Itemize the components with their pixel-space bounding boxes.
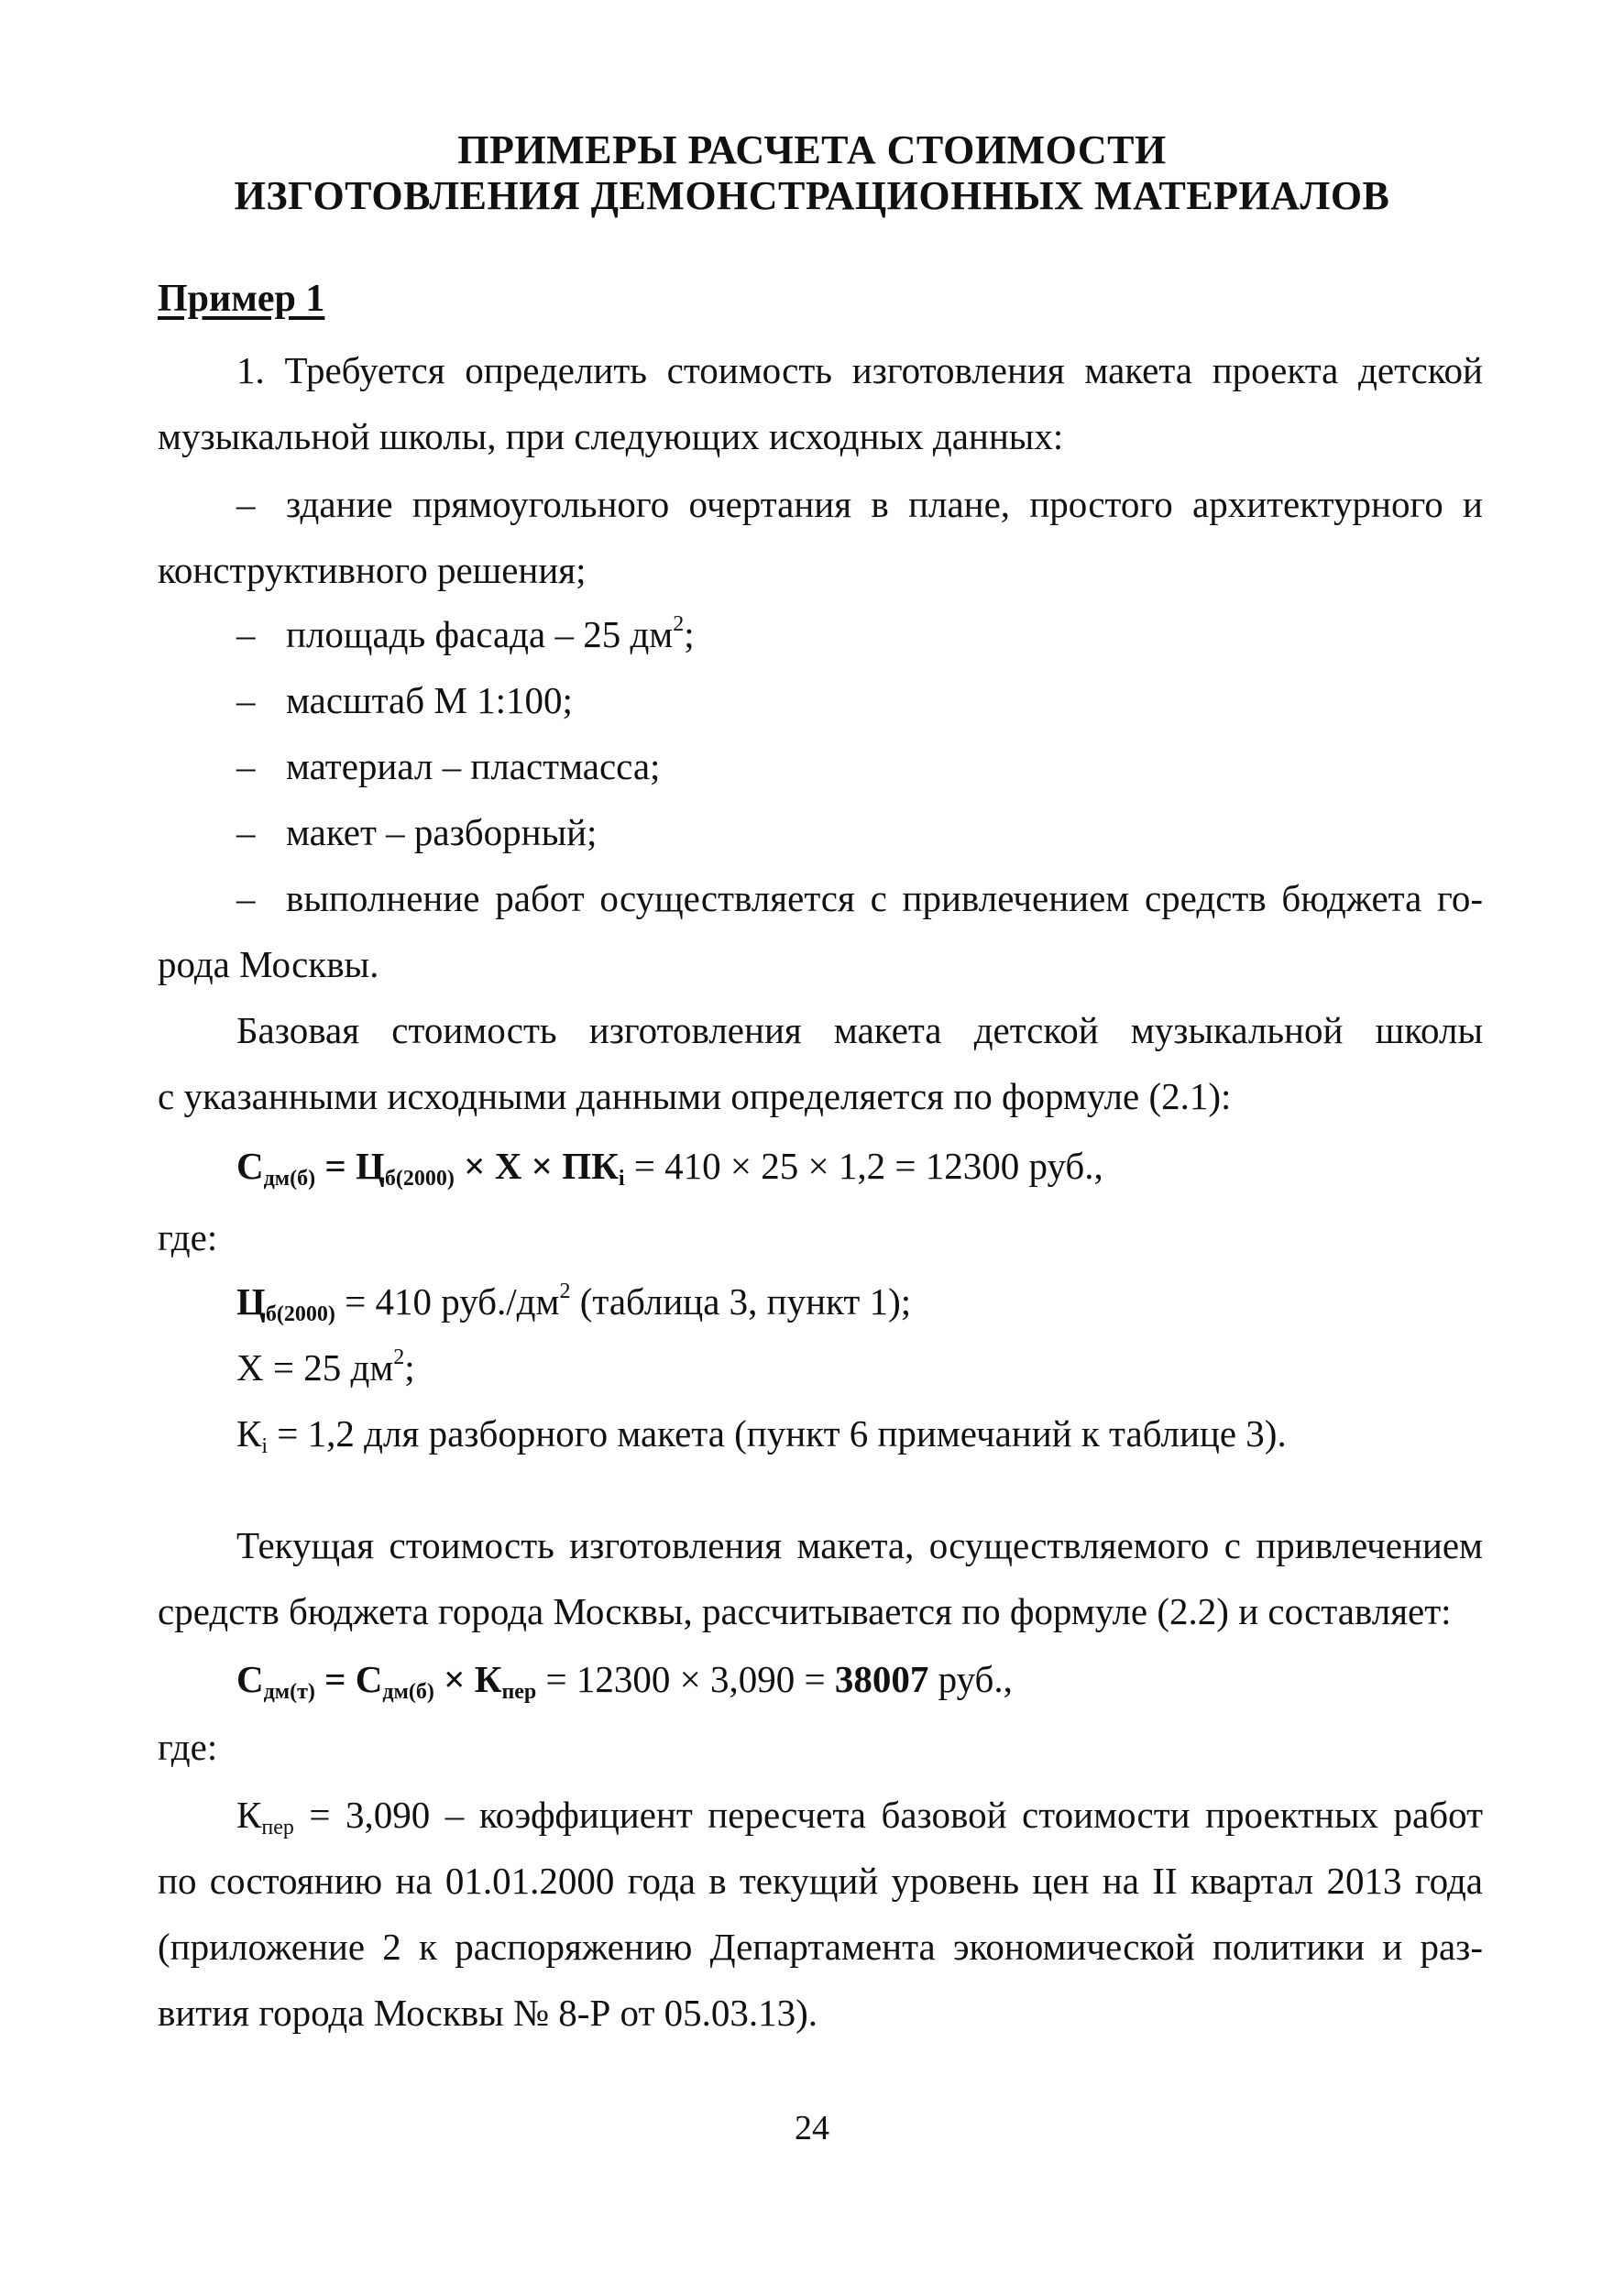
list-item-2-text: площадь фасада – 25 дм: [286, 613, 674, 655]
current-cost-line-2: средств бюджета города Москвы, рассчитывается по формуле (2.2) и составляет:: [158, 1590, 1452, 1632]
list-dash: –: [236, 483, 256, 525]
punctuation: ;: [404, 1346, 415, 1389]
list-item-5: макет – разборный;: [286, 811, 598, 853]
kper-line-4: вития города Москвы № 8-Р от 05.03.13).: [158, 1992, 818, 2034]
superscript: 2: [559, 1279, 571, 1303]
list-dash: –: [236, 745, 256, 787]
kper-line-3: (приложение 2 к распоряжению Департамента экономической политики и раз-: [158, 1926, 1483, 1968]
formula-calculation: = 12300 × 3,090 =: [536, 1658, 835, 1700]
where-label: где:: [158, 1726, 218, 1768]
base-cost-line-1: Базовая стоимость изготовления макета детской музыкальной школы: [236, 1009, 1483, 1051]
definition-ki: [236, 1411, 1287, 1458]
formula-operator: × К: [433, 1658, 502, 1700]
list-item-1-line-2: конструктивного решения;: [158, 549, 587, 591]
definition-ts: [236, 1279, 912, 1326]
formula-subscript: пер: [501, 1680, 537, 1704]
formula-subscript: i: [618, 1167, 625, 1191]
definition-symbol: Ц: [236, 1280, 266, 1323]
definition-subscript: i: [261, 1434, 269, 1458]
list-dash: –: [236, 811, 256, 853]
definition-x: [236, 1345, 415, 1389]
formula-2-2: [236, 1657, 1013, 1704]
formula-symbol: С: [236, 1145, 264, 1187]
current-cost-line-1: Текущая стоимость изготовления макета, осуществляемого с привлечением: [236, 1524, 1483, 1566]
example-heading: Пример 1: [158, 278, 325, 320]
formula-symbol: Ц: [355, 1145, 385, 1187]
formula-2-1: [236, 1144, 1103, 1191]
superscript: 2: [393, 1345, 405, 1369]
list-dash: –: [236, 679, 256, 721]
definition-symbol: К: [236, 1412, 262, 1455]
formula-factors: × Х × ПК: [454, 1145, 619, 1187]
list-item-1-line-1: здание прямоугольного очертания в плане, простого архитектурного и: [286, 483, 1483, 525]
formula-result: 38007: [834, 1658, 929, 1700]
page-number: 24: [795, 2109, 829, 2147]
formula-operator: = С: [314, 1658, 383, 1700]
definition-text: Х = 25 дм: [236, 1346, 394, 1389]
intro-line-1: 1. Требуется определить стоимость изготовления макета проекта детской: [236, 349, 1483, 391]
superscript: 2: [673, 612, 685, 636]
definition-text: (таблица 3, пункт 1);: [570, 1280, 912, 1323]
kper-line-2: по состоянию на 01.01.2000 года в текущий уровень цен на II квартал 2013 года: [158, 1860, 1483, 1902]
list-item-3: масштаб М 1:100;: [286, 679, 573, 721]
formula-unit: руб.,: [928, 1658, 1013, 1700]
kper-subscript: пер: [261, 1816, 294, 1839]
list-item-6-line-1: выполнение работ осуществляется с привлечением средств бюджета го-: [286, 877, 1483, 919]
definition-text: = 410 руб./дм: [335, 1280, 560, 1323]
where-label: где:: [158, 1216, 218, 1258]
list-item-4: материал – пластмасса;: [286, 745, 661, 787]
list-item-2: [286, 612, 695, 656]
list-dash: –: [236, 877, 256, 919]
formula-subscript: дм(б): [263, 1167, 316, 1191]
kper-text: = 3,090 – коэффициент пересчета базовой стоимости проектных работ: [293, 1794, 1483, 1836]
formula-symbol: С: [236, 1658, 264, 1700]
definition-text: = 1,2 для разборного макета (пункт 6 примечаний к таблице 3).: [268, 1412, 1287, 1455]
list-dash: –: [236, 613, 256, 655]
list-item-6-line-2: рода Москвы.: [158, 943, 379, 985]
punctuation: ;: [684, 613, 695, 655]
formula-calculation: = 410 × 25 × 1,2 = 12300 руб.,: [624, 1145, 1103, 1187]
formula-operator: =: [315, 1145, 356, 1187]
intro-line-2: музыкальной школы, при следующих исходных данных:: [158, 415, 1064, 457]
kper-line-1: [236, 1793, 1483, 1837]
kper-symbol: К: [236, 1794, 262, 1836]
document-title-line-1: ПРИМЕРЫ РАСЧЕТА СТОИМОСТИ: [457, 127, 1167, 172]
base-cost-line-2: с указанными исходными данными определяется по формуле (2.1):: [158, 1075, 1232, 1117]
definition-subscript: б(2000): [265, 1302, 335, 1326]
formula-subscript: дм(б): [382, 1680, 434, 1704]
document-title-line-2: ИЗГОТОВЛЕНИЯ ДЕМОНСТРАЦИОННЫХ МАТЕРИАЛОВ: [234, 173, 1390, 218]
formula-subscript: б(2000): [384, 1167, 455, 1191]
formula-subscript: дм(т): [263, 1680, 315, 1704]
